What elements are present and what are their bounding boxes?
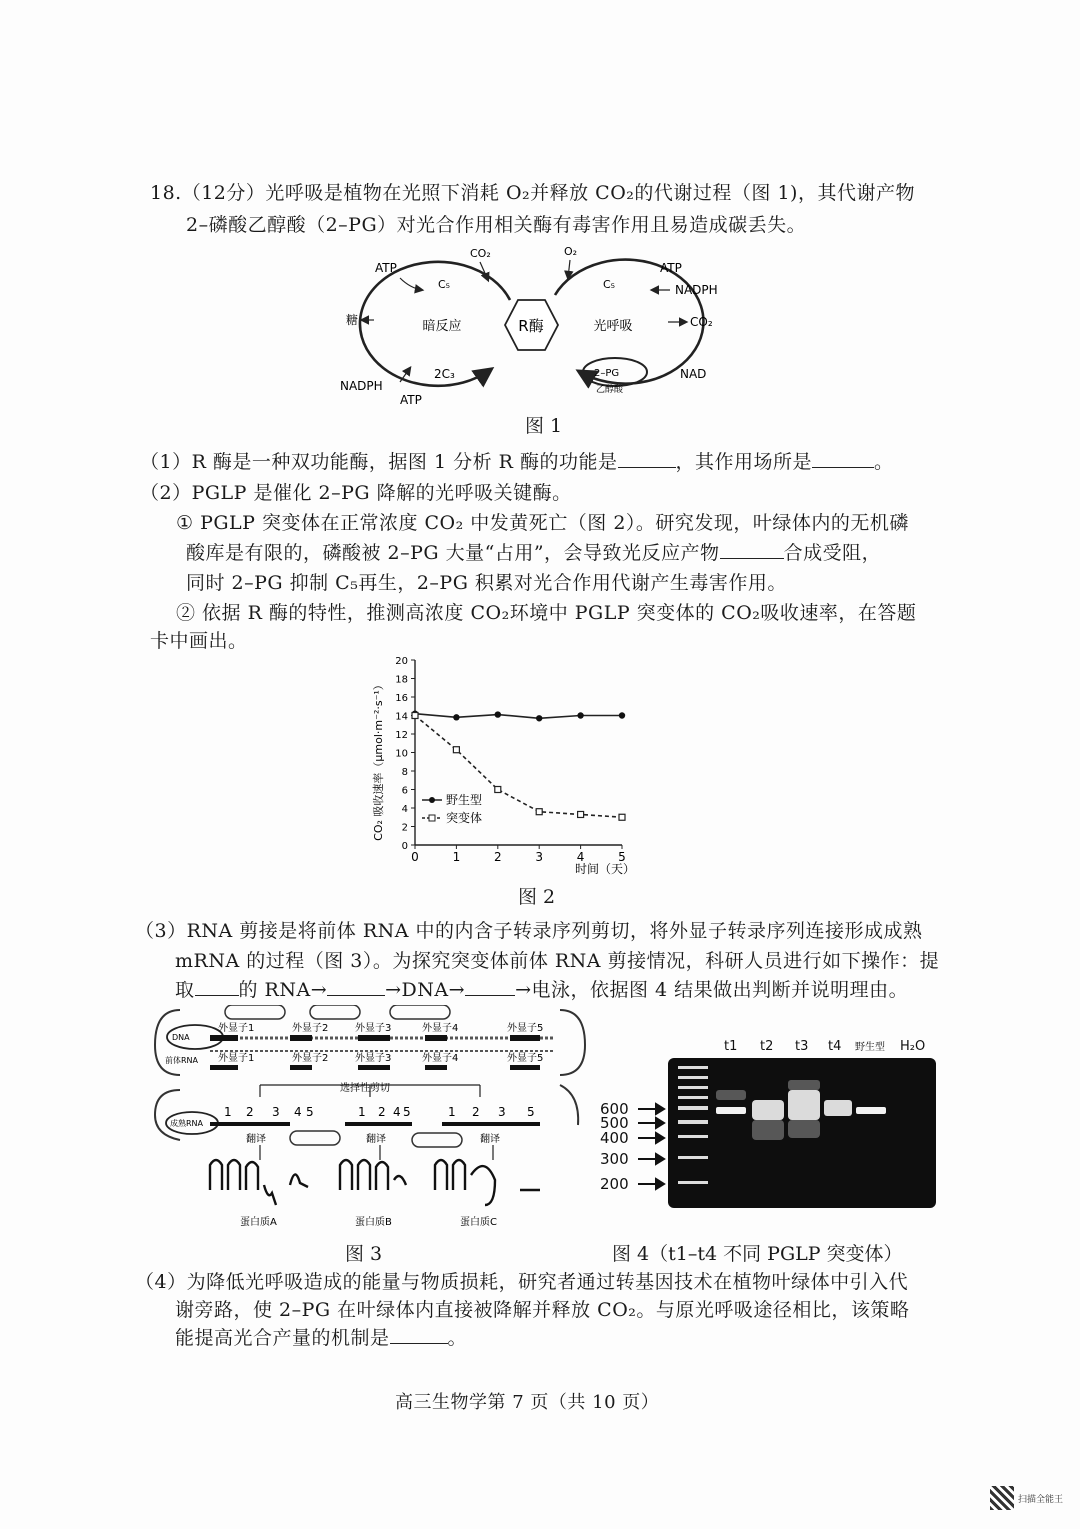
- chart-x-tick-label: 5: [618, 850, 626, 864]
- fig1-nadph-right: NADPH: [675, 283, 718, 297]
- chart-legend-label-0: 野生型: [446, 793, 483, 807]
- page-footer: 高三生物学第 7 页（共 10 页）: [395, 1392, 660, 1413]
- figure1-caption: 图 1: [525, 415, 563, 437]
- chart-y-tick-label: 10: [395, 748, 408, 760]
- fig3-exon5-top: 外显子5: [507, 1023, 544, 1034]
- fig1-atp-top-left: ATP: [375, 261, 397, 275]
- chart-y-tick-label: 4: [401, 804, 408, 815]
- figure4-gel: [590, 1030, 950, 1215]
- fig3-pre-rna-label: 前体RNA: [165, 1056, 199, 1065]
- chart-point-wildtype: [536, 715, 542, 721]
- fig3-translate-3: 翻译: [480, 1134, 500, 1145]
- fig3-protein-b: 蛋白质B: [355, 1217, 392, 1228]
- chart-y-tick-label: 16: [395, 693, 408, 704]
- chart-x-tick-label: 2: [493, 850, 502, 864]
- chart-point-mutant: [619, 814, 625, 820]
- fig1-co2-out: CO₂: [690, 315, 713, 329]
- fig1-sugar: 糖: [346, 313, 359, 327]
- chart-y-tick-label: 12: [395, 730, 408, 741]
- figure2-line-chart: [360, 650, 660, 880]
- fig3-mrna2-n1: 1: [358, 1105, 366, 1119]
- fig1-c3: 2C₃: [434, 367, 455, 381]
- fig3-mrna1-n3: 3: [272, 1105, 280, 1119]
- fig3-mrna2-n2: 2: [378, 1105, 386, 1119]
- fig3-protein-a: 蛋白质A: [240, 1217, 277, 1228]
- fig3-splicing-label: 选择性剪切: [340, 1083, 390, 1094]
- fig3-mrna1-n1: 1: [224, 1105, 232, 1119]
- chart-x-tick-label: 4: [576, 850, 585, 864]
- fig1-2pg: 2–PG: [594, 368, 620, 379]
- fig1-nadph-bottom: NADPH: [340, 379, 383, 393]
- fig1-right-cycle-label: 光呼吸: [593, 319, 633, 334]
- q3-blank-step2[interactable]: [465, 977, 515, 996]
- fig1-atp-top-right: ATP: [660, 261, 682, 275]
- fig3-exon2-top: 外显子2: [292, 1023, 329, 1034]
- fig1-c5-left: C₅: [438, 278, 451, 291]
- q2-blank-product[interactable]: [720, 540, 784, 559]
- chart-point-mutant: [495, 787, 501, 793]
- fig4-lane-wildtype: 野生型: [855, 1042, 885, 1053]
- q3-blank-source[interactable]: [195, 977, 239, 996]
- q3-line2: mRNA 的过程（图 3）。为探究突变体前体 RNA 剪接情况，科研人员进行如下操作：提: [175, 950, 940, 972]
- q2-sub1-line2: 酸库是有限的，磷酸被 2–PG 大量“占用”，会导致光反应产物 合成受阻，: [186, 542, 882, 564]
- fig4-marker-200: 200: [600, 1175, 629, 1193]
- figure3-splicing-diagram: [150, 1005, 590, 1235]
- fig3-exon3-bottom: 外显子3: [355, 1053, 392, 1064]
- chart-legend-marker-1: [429, 815, 435, 821]
- chart-point-wildtype: [577, 712, 583, 718]
- fig3-mrna1-n2: 2: [246, 1105, 254, 1119]
- chart-point-wildtype: [453, 714, 459, 720]
- fig1-co2-in: CO₂: [470, 247, 491, 260]
- fig3-mature-label: 成熟RNA: [170, 1119, 204, 1128]
- scanner-watermark: [990, 1486, 1063, 1510]
- chart-point-mutant: [536, 809, 542, 815]
- q4-line1: （4）为降低光呼吸造成的能量与物质损耗，研究者通过转基因技术在植物叶绿体中引入代: [135, 1271, 909, 1293]
- fig1-c5-right: C₅: [603, 278, 616, 291]
- figure4-caption: 图 4（t1–t4 不同 PGLP 突变体）: [612, 1243, 903, 1265]
- q3-blank-step1[interactable]: [327, 977, 385, 996]
- q3-line3: 取 的 RNA→ →DNA→ →电泳，依据图 4 结果做出判断并说明理由。: [175, 979, 909, 1001]
- chart-y-axis-label: CO₂ 吸收速率（μmol·m⁻²·s⁻¹）: [372, 679, 385, 841]
- fig3-translate-1: 翻译: [246, 1134, 266, 1145]
- fig4-lane-t2: t2: [760, 1039, 774, 1054]
- q3-line1: （3）RNA 剪接是将前体 RNA 中的内含子转录序列剪切，将外显子转录序列连接形成成熟: [135, 920, 923, 942]
- q1-line: （1）R 酶是一种双功能酶，据图 1 分析 R 酶的功能是 ，其作用场所是 。: [140, 451, 894, 473]
- figure3-caption: 图 3: [345, 1243, 383, 1265]
- fig4-marker-400: 400: [600, 1129, 629, 1147]
- chart-legend-label-1: 突变体: [446, 811, 483, 825]
- chart-x-tick-label: 0: [411, 850, 419, 864]
- figure1-diagram: [330, 240, 750, 410]
- fig3-mrna3-n5: 5: [527, 1105, 535, 1119]
- fig1-nad: NAD: [680, 367, 707, 381]
- fig3-exon4-top: 外显子4: [422, 1023, 459, 1034]
- fig3-exon1-bottom: 外显子1: [218, 1053, 255, 1064]
- fig3-mrna3-n2: 2: [472, 1105, 480, 1119]
- chart-y-tick-label: 8: [401, 767, 408, 778]
- q4-line2: 谢旁路，使 2–PG 在叶绿体内直接被降解并释放 CO₂。与原光呼吸途径相比，该策略: [175, 1299, 910, 1321]
- question-intro-line2: 2–磷酸乙醇酸（2–PG）对光合作用相关酶有毒害作用且易造成碳丢失。: [186, 214, 807, 236]
- fig4-lane-t1: t1: [724, 1039, 738, 1054]
- chart-y-tick-label: 18: [395, 674, 408, 686]
- q2-sub1-line3: 同时 2–PG 抑制 C₅再生，2–PG 积累对光合作用代谢产生毒害作用。: [186, 572, 787, 594]
- fig4-marker-500: 500: [600, 1114, 629, 1132]
- fig4-marker-600: 600: [600, 1100, 629, 1118]
- q2-sub1-line1: ① PGLP 突变体在正常浓度 CO₂ 中发黄死亡（图 2）。研究发现，叶绿体内的无机磷: [176, 512, 909, 534]
- question-intro-line1: 18.（12分）光呼吸是植物在光照下消耗 O₂并释放 CO₂的代谢过程（图 1)，其代谢产物: [150, 182, 915, 204]
- fig3-exon2-bottom: 外显子2: [292, 1053, 329, 1064]
- fig3-protein-c: 蛋白质C: [460, 1217, 497, 1228]
- q2-intro: （2）PGLP 是催化 2–PG 降解的光呼吸关键酶。: [140, 482, 572, 504]
- fig3-mrna3-n3: 3: [498, 1105, 506, 1119]
- chart-x-axis-label: 时间（天）: [574, 862, 636, 876]
- fig4-lane-h2o: H₂O: [900, 1039, 926, 1054]
- chart-x-tick-label: 3: [535, 850, 544, 864]
- q1-blank-site[interactable]: [812, 449, 874, 468]
- chart-point-mutant: [578, 811, 584, 817]
- fig3-mrna1-n5: 5: [306, 1105, 314, 1119]
- fig3-mrna3-n1: 1: [448, 1105, 456, 1119]
- fig4-lane-t4: t4: [828, 1039, 842, 1054]
- fig1-glycolate: 乙醇酸: [596, 385, 624, 395]
- figure2-caption: 图 2: [518, 886, 556, 908]
- q4-blank-mechanism[interactable]: [390, 1325, 448, 1344]
- q2-sub2-line2: 卡中画出。: [150, 630, 248, 652]
- qr-code-icon: [990, 1486, 1014, 1510]
- fig3-exon3-top: 外显子3: [355, 1023, 392, 1034]
- fig1-left-cycle-label: 暗反应: [422, 319, 462, 334]
- fig3-translate-2: 翻译: [366, 1134, 386, 1145]
- chart-y-tick-label: 6: [401, 785, 408, 797]
- question-score: （12分）: [181, 182, 266, 204]
- chart-point-wildtype: [495, 711, 501, 717]
- q4-line3: 能提高光合产量的机制是 。: [175, 1327, 468, 1349]
- fig3-mrna1-n4: 4: [294, 1105, 302, 1119]
- fig4-lane-t3: t3: [795, 1039, 809, 1054]
- chart-y-tick-label: 2: [401, 822, 408, 834]
- fig3-mrna2-n4: 4: [393, 1105, 401, 1119]
- q1-blank-function[interactable]: [618, 449, 676, 468]
- fig3-exon4-bottom: 外显子4: [422, 1053, 459, 1064]
- chart-x-tick-label: 1: [452, 850, 461, 864]
- question-number: 18.: [150, 182, 182, 204]
- fig4-marker-300: 300: [600, 1150, 629, 1168]
- q2-sub2-line1: ② 依据 R 酶的特性，推测高浓度 CO₂环境中 PGLP 突变体的 CO₂吸收速率，在答题: [176, 602, 917, 624]
- fig1-o2-in: O₂: [564, 245, 578, 258]
- chart-y-tick-label: 20: [395, 656, 408, 667]
- fig1-atp-bottom: ATP: [400, 393, 422, 407]
- chart-point-wildtype: [619, 712, 625, 718]
- chart-point-mutant: [453, 747, 459, 753]
- fig3-exon1-top: 外显子1: [218, 1023, 255, 1034]
- chart-point-mutant: [412, 713, 418, 719]
- chart-series-line-0: [415, 714, 622, 719]
- fig3-dna-label: DNA: [172, 1033, 190, 1042]
- chart-y-tick-label: 0: [401, 841, 408, 852]
- watermark-text: 扫描全能王: [1018, 1494, 1064, 1505]
- fig1-center-label: R酶: [518, 317, 544, 335]
- chart-legend-marker-0: [429, 797, 435, 803]
- chart-y-tick-label: 14: [395, 711, 408, 723]
- fig3-exon5-bottom: 外显子5: [507, 1053, 544, 1064]
- fig3-mrna2-n5: 5: [403, 1105, 411, 1119]
